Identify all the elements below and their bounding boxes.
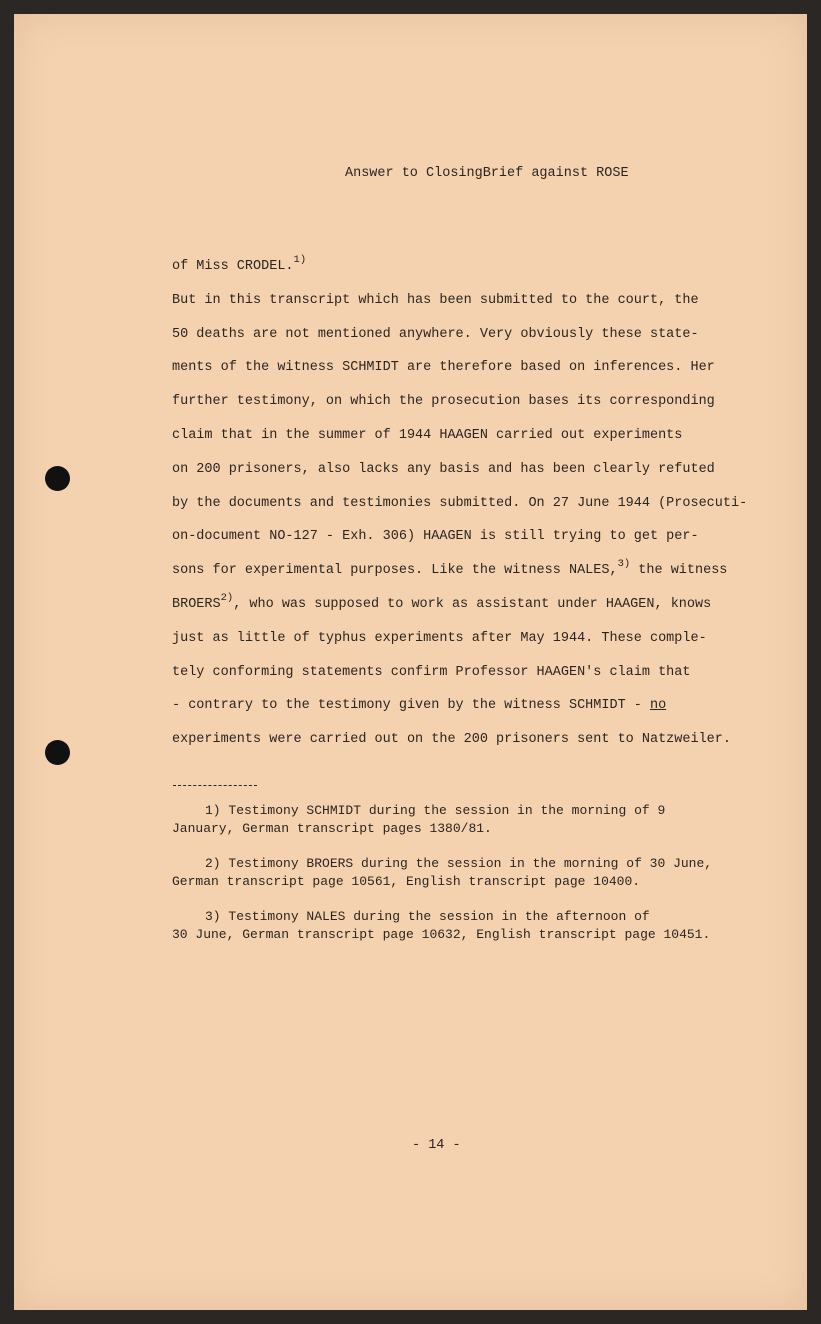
body-line: - contrary to the testimony given by the witness SCHMIDT - no bbox=[172, 698, 667, 714]
footnote bbox=[172, 802, 772, 837]
footnote-line: January, German transcript pages 1380/81. bbox=[172, 820, 492, 836]
document-page bbox=[14, 14, 807, 1310]
footnote-divider bbox=[173, 785, 257, 786]
body-line: experiments were carried out on the 200 prisoners sent to Natzweiler. bbox=[172, 732, 731, 748]
footnote bbox=[172, 908, 772, 943]
footnote-line: 3) Testimony NALES during the session in the afternoon of bbox=[205, 909, 650, 924]
footnote-line: 1) Testimony SCHMIDT during the session in the morning of 9 bbox=[205, 803, 666, 818]
punch-hole bbox=[45, 466, 70, 491]
body-line: ments of the witness SCHMIDT are therefore based on inferences. Her bbox=[172, 360, 715, 376]
body-line: further testimony, on which the prosecution bases its corresponding bbox=[172, 394, 715, 410]
body-line: on-document NO-127 - Exh. 306) HAAGEN is still trying to get per- bbox=[172, 529, 699, 545]
punch-hole bbox=[45, 740, 70, 765]
body-line: just as little of typhus experiments after May 1944. These comple- bbox=[172, 630, 707, 646]
body-line: sons for experimental purposes. Like the witness NALES,$^{3)}$ the witness bbox=[172, 558, 728, 579]
underlined-word: no bbox=[650, 698, 667, 714]
footnote-ref: 3) bbox=[617, 558, 631, 571]
body-line: But in this transcript which has been submitted to the court, the bbox=[172, 292, 699, 308]
footnote-line: German transcript page 10561, English transcript page 10400. bbox=[172, 873, 641, 889]
body-line: on 200 prisoners, also lacks any basis and has been clearly refuted bbox=[172, 461, 715, 477]
page-number: - 14 - bbox=[412, 1138, 461, 1153]
body-line: claim that in the summer of 1944 HAAGEN carried out experiments bbox=[172, 427, 683, 443]
body-line: BROERS$^{2)}$, who was supposed to work as assistant under HAAGEN, knows bbox=[172, 591, 712, 612]
footnote bbox=[172, 855, 772, 890]
body-line: 50 deaths are not mentioned anywhere. Very obviously these state- bbox=[172, 326, 699, 342]
footnote-ref: 1) bbox=[293, 254, 307, 266]
body-line: by the documents and testimonies submitted. On 27 June 1944 (Prosecuti- bbox=[172, 495, 748, 511]
body-text bbox=[172, 250, 772, 757]
document-header: Answer to ClosingBrief against ROSE bbox=[345, 166, 629, 181]
body-line: tely conforming statements confirm Professor HAAGEN's claim that bbox=[172, 664, 691, 680]
footnote-line: 2) Testimony BROERS during the session in the morning of 30 June, bbox=[205, 856, 713, 871]
body-line: of Miss CRODEL.$^{1)}$ bbox=[172, 254, 307, 274]
footnotes bbox=[172, 802, 772, 961]
footnote-line: 30 June, German transcript page 10632, English transcript page 10451. bbox=[172, 926, 711, 942]
footnote-ref: 2) bbox=[220, 591, 234, 604]
